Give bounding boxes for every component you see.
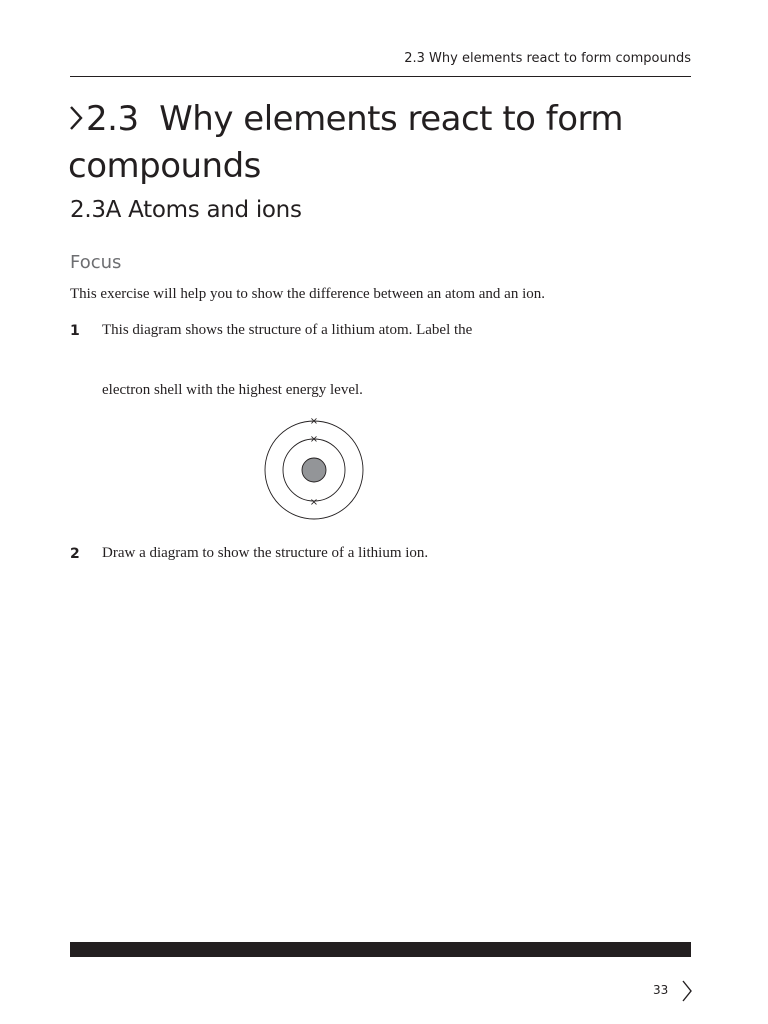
lithium-atom-diagram <box>258 410 370 526</box>
section-title-line1: 2.3 Why elements react to form <box>86 99 624 139</box>
footer-bar <box>70 942 691 957</box>
focus-heading: Focus <box>70 252 122 273</box>
electron-inner-bottom-marker: × <box>309 497 319 508</box>
header-rule <box>70 76 691 77</box>
page-number: 33 <box>653 983 669 997</box>
electron-inner-top-marker: × <box>309 434 319 445</box>
question-1-number: 1 <box>70 323 80 339</box>
chevron-right-icon[interactable] <box>680 979 694 1003</box>
subsection-title: 2.3A Atoms and ions <box>70 197 302 223</box>
chevron-right-icon <box>68 103 84 133</box>
question-2-text: Draw a diagram to show the structure of a lithium ion. <box>102 545 429 561</box>
section-title <box>68 96 708 190</box>
nucleus <box>302 458 326 482</box>
question-1-text-line1: This diagram shows the structure of a lithium atom. Label the <box>102 322 473 338</box>
focus-text: This exercise will help you to show the difference between an atom and an ion. <box>70 286 545 302</box>
question-1-text-line2: electron shell with the highest energy level. <box>102 382 363 398</box>
electron-outer-marker: × <box>309 416 319 427</box>
running-header: 2.3 Why elements react to form compounds <box>404 51 691 66</box>
question-2-number: 2 <box>70 546 80 562</box>
section-title-line2: compounds <box>68 146 261 186</box>
